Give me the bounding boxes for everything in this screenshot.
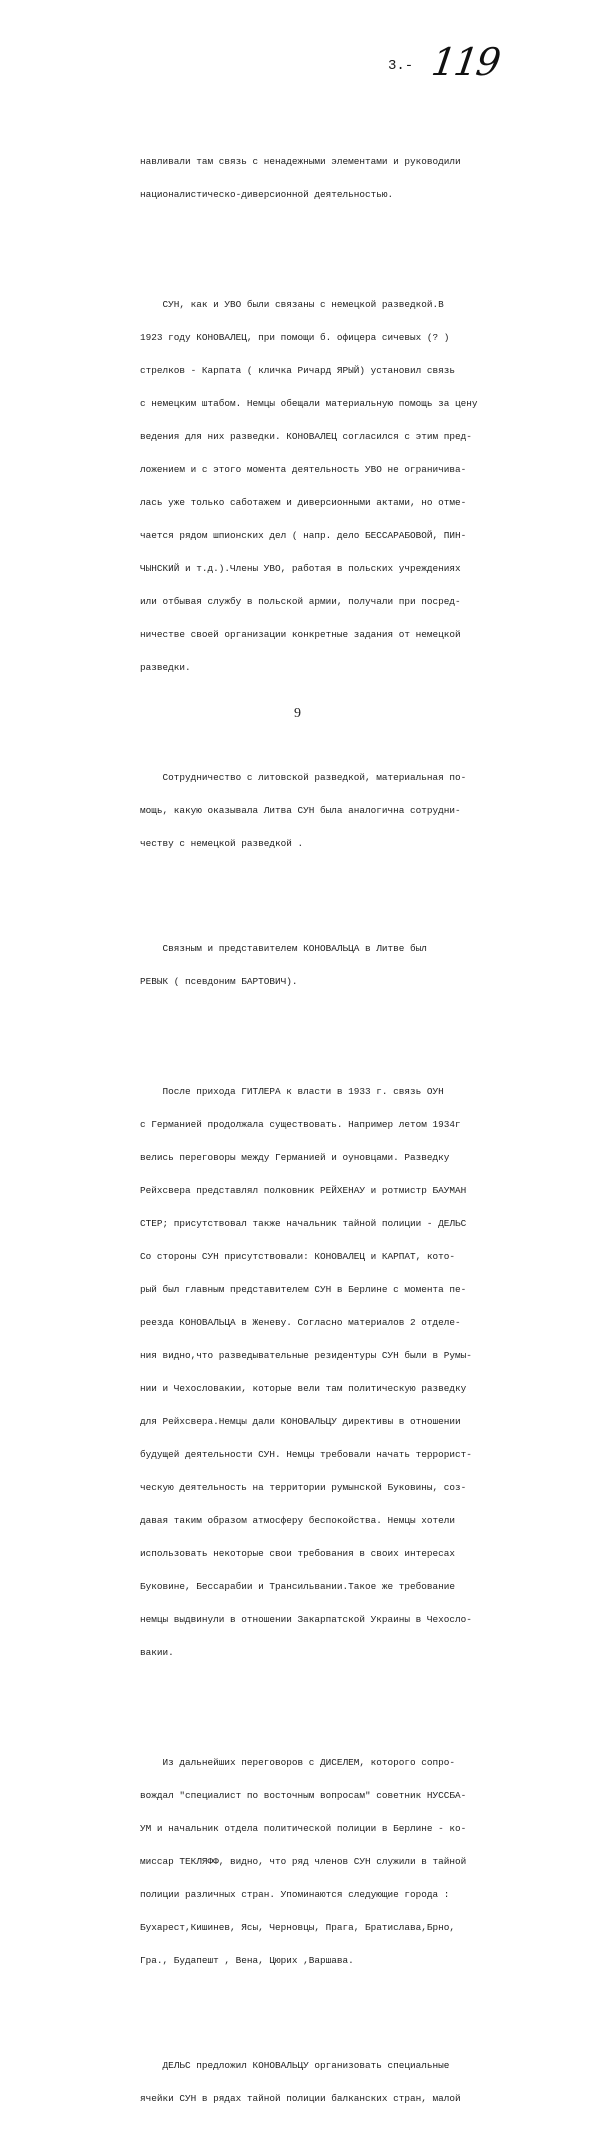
text-line: нии и Чехословакии, которые вели там политическую разведку (140, 1383, 467, 1394)
text-line: мощь, какую оказывала Литва СУН была аналогична сотрудни- (140, 805, 461, 816)
text-line: велись переговоры между Германией и оуновцами. Разведку (140, 1152, 450, 1163)
text-line: полиции различных стран. Упоминаются следующие города : (140, 1889, 450, 1900)
paragraph-3 (140, 750, 520, 871)
text-line: ческую деятельность на территории румынской Буковины, соз- (140, 1482, 467, 1493)
text-line: чается рядом шпионских дел ( напр. дело БЕССАРАБОВОЙ, ПИН- (140, 530, 467, 541)
text-line: навливали там связь с ненадежными элементами и руководили (140, 156, 461, 167)
text-line: стрелков - Карпата ( кличка Ричард ЯРЫЙ) установил связь (140, 365, 456, 376)
text-line: ложением и с этого момента деятельность УВО не ограничива- (140, 464, 467, 475)
text-line: использовать некоторые свои требования в своих интересах (140, 1548, 456, 1559)
text-line: ДЕЛЬС предложил КОНОВАЛЬЦУ организовать специальные (140, 2060, 450, 2071)
text-line: рый был главным представителем СУН в Берлине с момента пе- (140, 1284, 467, 1295)
footer-page-number: 9 (294, 706, 301, 721)
text-line: честву с немецкой разведкой . (140, 838, 304, 849)
text-line: миссар ТЕКЛЯФФ, видно, что ряд членов СУН служили в тайной (140, 1856, 467, 1867)
text-line: ведения для них разведки. КОНОВАЛЕЦ согласился с этим пред- (140, 431, 472, 442)
text-line: Рейхсвера представлял полковник РЕЙХЕНАУ и ротмистр БАУМАН (140, 1185, 467, 1196)
text-line: для Рейхсвера.Немцы дали КОНОВАЛЬЦУ директивы в отношении (140, 1416, 461, 1427)
paragraph-2 (140, 277, 520, 695)
text-line: с Германией продолжала существовать. Например летом 1934г (140, 1119, 461, 1130)
text-line: лась уже только саботажем и диверсионными актами, но отме- (140, 497, 467, 508)
text-line: вакии. (140, 1647, 174, 1658)
text-line: или отбывая службу в польской армии, получали при посред- (140, 596, 461, 607)
text-line: реезда КОНОВАЛЬЦА в Женеву. Согласно материалов 2 отделе- (140, 1317, 461, 1328)
text-line: После прихода ГИТЛЕРА к власти в 1933 г. связь ОУН (140, 1086, 444, 1097)
paragraph-4 (140, 921, 520, 1009)
handwritten-page-number: 119 (428, 40, 502, 84)
text-line: Гра., Будапешт , Вена, Цюрих ,Варшава. (140, 1955, 354, 1966)
text-line: Связным и представителем КОНОВАЛЬЦА в Литве был (140, 943, 427, 954)
paragraph-7 (140, 2038, 520, 2126)
text-line: националистическо-диверсионной деятельностью. (140, 189, 394, 200)
typed-page-number: 3.- (388, 58, 414, 74)
text-line: Сотрудничество с литовской разведкой, материальная по- (140, 772, 467, 783)
document-body (140, 112, 520, 2148)
text-line: Буковине, Бессарабии и Трансильвании.Такое же требование (140, 1581, 456, 1592)
text-line: СТЕР; присутствовал также начальник тайной полиции - ДЕЛЬС (140, 1218, 467, 1229)
paragraph-6 (140, 1735, 520, 1988)
text-line: ЧЫНСКИЙ и т.д.).Члены УВО, работая в польских учреждениях (140, 563, 461, 574)
text-line: разведки. (140, 662, 191, 673)
paragraph-5 (140, 1064, 520, 1680)
text-line: ячейки СУН в рядах тайной полиции балканских стран, малой (140, 2093, 461, 2104)
text-line: немцы выдвинули в отношении Закарпатской Украины в Чехосло- (140, 1614, 472, 1625)
text-line: Из дальнейших переговоров с ДИСЕЛЕМ, которого сопро- (140, 1757, 456, 1768)
text-line: будущей деятельности СУН. Немцы требовали начать террорист- (140, 1449, 472, 1460)
text-line: с немецким штабом. Немцы обещали материальную помощь за цену (140, 398, 478, 409)
text-line: УМ и начальник отдела политической полиции в Берлине - ко- (140, 1823, 467, 1834)
text-line: Бухарест,Кишинев, Ясы, Черновцы, Прага, Братислава,Брно, (140, 1922, 456, 1933)
paragraph-1 (140, 134, 520, 222)
text-line: ния видно,что разведывательные резидентуры СУН были в Румы- (140, 1350, 472, 1361)
text-line: 1923 году КОНОВАЛЕЦ, при помощи б. офицера сичевых (? ) (140, 332, 450, 343)
text-line: вождал "специалист по восточным вопросам" советник НУССБА- (140, 1790, 467, 1801)
text-line: ничестве своей организации конкретные задания от немецкой (140, 629, 461, 640)
text-line: Со стороны СУН присутствовали: КОНОВАЛЕЦ и КАРПАТ, кото- (140, 1251, 456, 1262)
text-line: давая таким образом атмосферу беспокойства. Немцы хотели (140, 1515, 456, 1526)
text-line: СУН, как и УВО были связаны с немецкой разведкой.В (140, 299, 444, 310)
text-line: РЕВЫК ( псевдоним БАРТОВИЧ). (140, 976, 298, 987)
